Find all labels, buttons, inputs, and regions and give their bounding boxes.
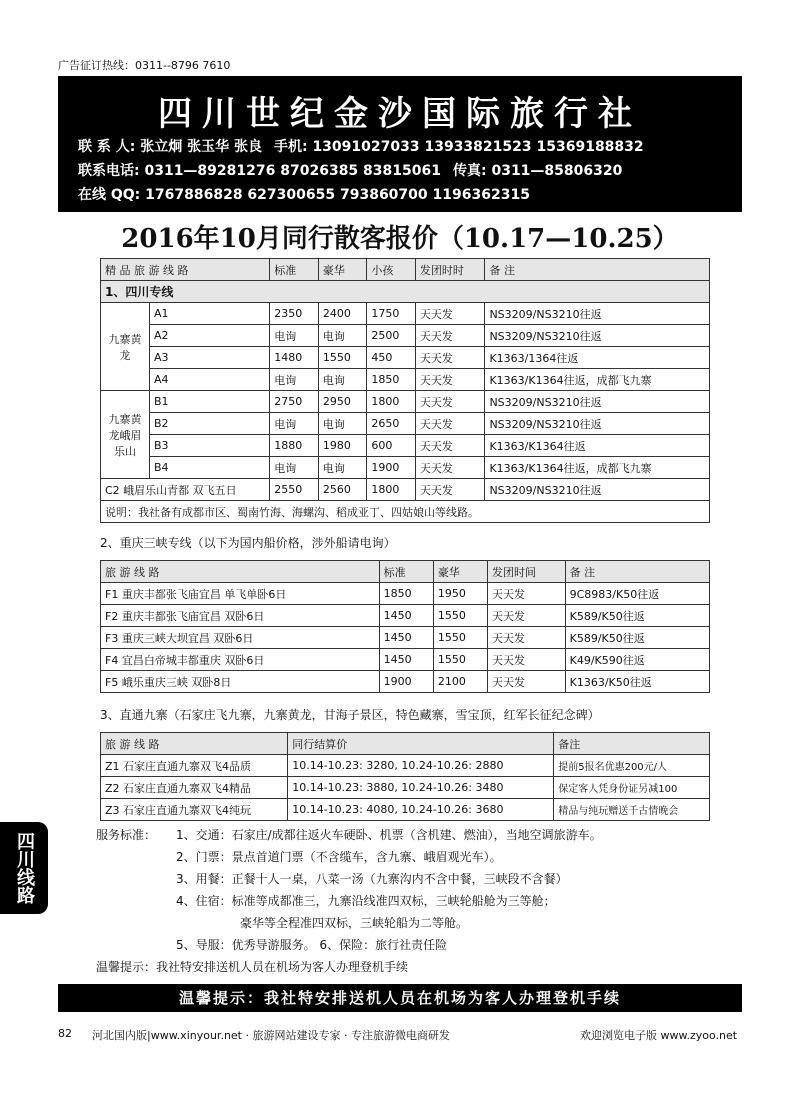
- section2-title: 2、重庆三峡专线（以下为国内船价格，涉外船请电询）: [100, 536, 396, 550]
- footer-banner: 温馨提示：我社特安排送机人员在机场为客人办理登机手续: [58, 984, 742, 1012]
- sanxia-table: 旅 游 线 路 标准 豪华 发团时间 备 注 F1 重庆丰都张飞庙宜昌 单飞单卧6日 1850 1950 天天发 9C8983/K50往返 F2 重庆丰都张飞庙宜昌 双卧6日 1450 1550 天天发 K589/K50往返 F3 重庆三峡大坝宜昌 双卧6日 1450 1550 天天发 K589/K50往返 F4 宜昌白帝城丰都重庆 双卧6日 1450 1550 天天发 K49/K590往返 F5 峨乐重庆三峡 双卧8日 1900 2100 天天发 K1363/K50往返: [100, 560, 710, 693]
- service-label: 服务标准：: [96, 828, 157, 842]
- side-tab: 四川线路: [0, 822, 48, 914]
- price-title: 2016年10月同行散客报价（10.17—10.25）: [121, 224, 679, 254]
- qq-line: 在线 QQ: 1767886828 627300655 793860700 1196362315: [78, 187, 530, 203]
- agency-name: 四川世纪金沙国际旅行社: [158, 94, 642, 134]
- page-number: 82: [58, 1027, 72, 1040]
- agency-header: [58, 76, 742, 212]
- footer-right: 欢迎浏览电子版 www.zyoo.net: [580, 1029, 738, 1042]
- remark: 说明：我社备有成都市区、蜀南竹海、海螺沟、稻成亚丁、四姑娘山等线路。: [101, 501, 710, 523]
- ad-hotline: 广告征订热线：0311--8796 7610: [58, 59, 231, 72]
- group-jiuzhai-emei: 九寨黄龙峨眉乐山: [101, 391, 150, 479]
- jiuzhai-direct-table: 旅 游 线 路 同行结算价 备注 Z1 石家庄直通九寨双飞4品质 10.14-10.23: 3280, 10.24-10.26: 2880 提前5报名优惠200元/人 Z2 石家庄直通九寨双飞4精品 10.14-10.23: 3880, 10.24-10.26: 3480 保定客人凭身份证另减100 Z3 石家庄直通九寨双飞4纯玩 10.14-10.23: 4080, 10.24-10.26: 3680 精品与纯玩赠送千古情晚会: [100, 732, 710, 821]
- warm-tip: 温馨提示：我社特安排送机人员在机场为客人办理登机手续: [96, 960, 409, 974]
- group-jiuzhai: 九寨黄龙: [101, 303, 150, 391]
- section-sichuan: 1、四川专线: [101, 281, 710, 303]
- section3-title: 3、直通九寨（石家庄飞九寨，九寨黄龙，甘海子景区，特色藏寨，雪宝顶，红军长征纪念碑）: [100, 708, 600, 722]
- sichuan-table: 精 品 旅 游 线 路 标准 豪华 小孩 发团时时 备 注 1、四川专线 九寨黄龙 A1 2350 2400 1750 天天发 NS3209/NS3210往返 A2 电询 电询 2500 天天发 NS3209/NS3210往返 A3 1480 1550 450 天天发 K1363/1364往返 A4 电询 电询 1850 天天发 K1363/K1364往返，成都飞九寨 九寨黄龙峨眉乐山 B1 2750 2950 1800 天天发 NS3209/NS3210往返 B2 电询 电询 2650 天天发 NS3209/NS3210往返 B3 1880 1980 600 天天发 K1363/K1364往返 B4 电询 电询 1900 天天发 K1363/K1364往返，成都飞九寨 C2 峨眉乐山青都 双飞五日 2550 2560 1800 天天发 NS3209/NS3210往返 说明：我社备有成都市区、蜀南竹海、海螺沟、稻成亚丁、四姑娘山等线路。: [100, 258, 710, 523]
- col-route: 精 品 旅 游 线 路: [101, 259, 270, 281]
- footer-left: 河北国内版|www.xinyour.net · 旅游网站建设专家 · 专注旅游微电商研发: [92, 1029, 450, 1042]
- contact-line: 联 系 人: 张立炯 张玉华 张良 手机: 13091027033 13933821523 15369188832: [78, 139, 644, 155]
- phone-line: 联系电话: 0311—89281276 87026385 83815061 传真: 0311—85806320: [78, 163, 623, 179]
